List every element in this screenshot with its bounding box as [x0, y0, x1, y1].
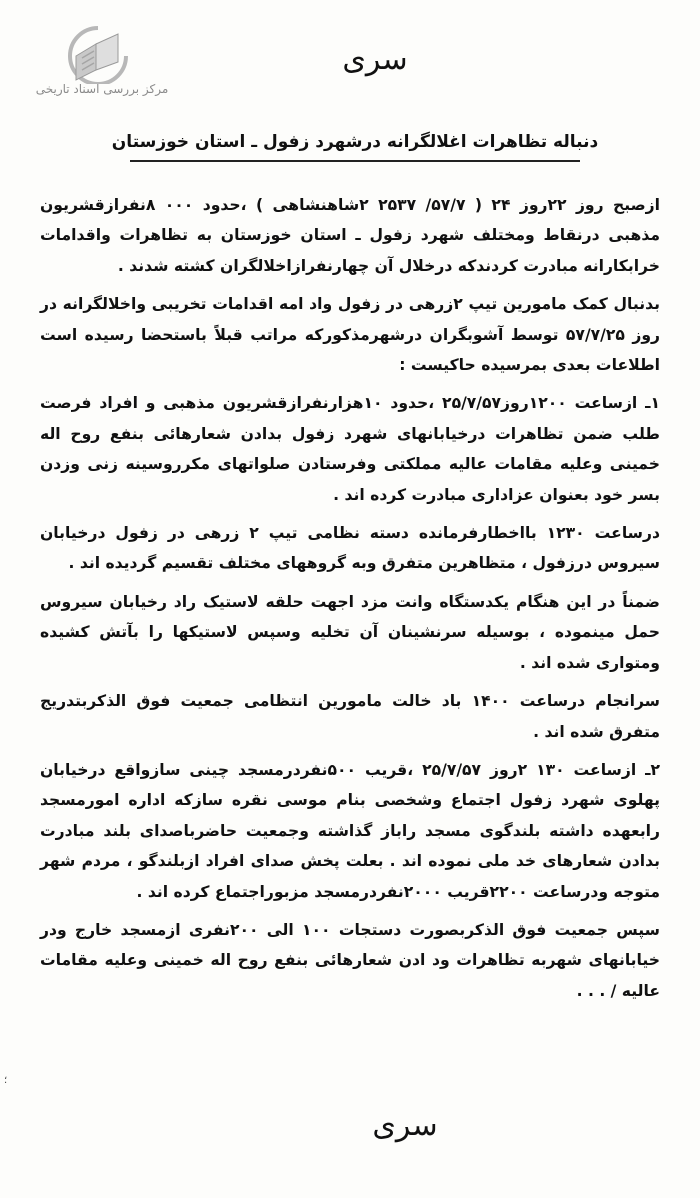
title-underline: [130, 160, 580, 162]
paragraph-4: درساعت ۱۲۳۰ بااخطارفرمانده دسته نظامی تیپ ۲ زرهی در زفول درخیابان سیروس درزفول ، متظاهرین متفرق وبه گروههای مختلف تقسیم گردیده اند .: [40, 524, 660, 573]
paragraph-3: ۱ـ ازساعت ۱۲۰۰روز۲۵/۷/۵۷ ،حدود ۱۰هزارنفرازقشریون مذهبی و افراد فرصت طلب ضمن تظاهرات درخیابانهای شهرد زفول بدادن شعارهائی بنفع روح اله خمینی وعلیه مقامات عالیه مملکتی وفرستادن صلواتهای مکرروسینه زنی وزدن بسر خود بعنوان عزاداری مبادرت کرده اند .: [40, 394, 660, 504]
paragraph-8: سپس جمعیت فوق الذکربصورت دستجات ۱۰۰ الی ۲۰۰نفری ازمسجد خارج ودر خیابانهای شهربه تظاهرات ود ادن شعارهائی بنفع روح اله خمینی وعلیه مقامات عالیه / . . .: [40, 920, 660, 1000]
paragraph-6: سرانجام درساعت ۱۴۰۰ باد خالت مامورین انتظامی جمعیت فوق الذکربتدریج متفرق شده اند .: [40, 692, 661, 741]
document-title: دنباله تظاهرات اغلالگرانه درشهرد زفول ـ استان خوزستان: [111, 132, 599, 152]
paragraph-1: ازصبح روز ۲۲روز ۲۴ ( ۵۷/۷/ ۲۵۳۷ ۲شاهنشاهی ) ،حدود ۰۰۰ ۸نفرازقشریون مذهبی درنقاط ومختلف شهرد زفول ـ استان خوزستان به تظاهرات واقدامات خرابکارانه مبادرت کردندکه درخلال آن چهارنفرازاخلالگران کشته شدند .: [40, 196, 660, 275]
logo-caption: مرکز بررسی اسناد تاریخی: [35, 82, 169, 96]
document-body: [40, 190, 660, 1014]
paragraph-5: ضمناً در این هنگام یکدستگاه وانت مزد اجهت حلقه لاستیک راد رخیابان سیروس حمل مینموده ، بوسیله سرنشینان آن تخلیه وسپس لاستیکها را بآتش کشیده ومتواری شده اند .: [40, 592, 660, 672]
classification-mark-bottom: سری: [372, 1108, 438, 1143]
classification-mark-top: سری: [342, 42, 408, 77]
archive-book-logo-icon: [62, 22, 134, 84]
paragraph-2: بدنبال کمک مامورین تیپ ۲زرهی در زفول واد امه اقدامات تخریبی واخلالگرانه در روز ۵۷/۷/۲۵ توسط آشوبگران درشهرمذکورکه مراتب قبلاً باستحضا رسیده است اطلاعات بعدی بمرسیده حاکیست :: [40, 295, 661, 375]
margin-mark: ؛: [4, 1075, 8, 1086]
paragraph-7: ۲ـ ازساعت ۱۳۰ ۲روز ۲۵/۷/۵۷ ،قریب ۵۰۰نفردرمسجد چینی سازواقع درخیابان پهلوی شهرد زفول اجتماع وشخصی بنام موسی نقره سازکه اداره امورمسجد رابعهده داشته بلندگوی مسجد راباز گذاشته وجمعیت حاضرباصدای بلند مبادرت بدادن شعارهای خد ملی نموده اند . بعلت پخش صدای افراد ازبلندگو ، مردم شهر متوجه ودرساعت ۲۲۰۰قریب ۲۰۰۰نفردرمسجد مزبوراجتماع کرده اند .: [40, 760, 660, 901]
